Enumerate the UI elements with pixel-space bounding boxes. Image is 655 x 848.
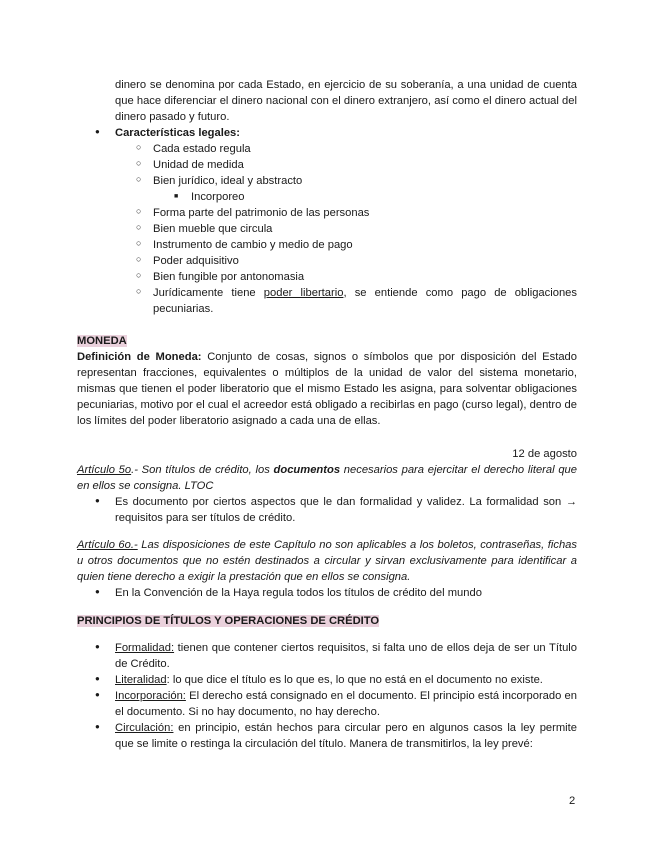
principio-term: Literalidad bbox=[115, 674, 167, 686]
date-label: 12 de agosto bbox=[512, 448, 577, 460]
legal-item-last bbox=[153, 285, 577, 317]
bullet-dot bbox=[95, 494, 100, 506]
principio-item bbox=[115, 672, 577, 688]
articulo-5-label: Artículo 5o bbox=[77, 464, 132, 476]
moneda-def-text: Conjunto de cosas, signos o símbolos que por disposición del Estado representan fracciones, equivalentes o múltiplos de la unidad de valor del sistema monetario, mismas que tienen el poder liberatorio que el mismo Estado les asigna, para solventar obligaciones pecuniarias, motivo por el cual el acreedor está obligado a recibirlas en pago (curso legal), dentro de los límites del poder liberatorio asignado a cada una de ellas. bbox=[77, 351, 577, 427]
legal-item: Forma parte del patrimonio de las personas bbox=[153, 207, 370, 219]
bullet-ring bbox=[136, 285, 141, 297]
moneda-def-label: Definición de Moneda: bbox=[77, 351, 202, 363]
bullet-dot bbox=[95, 672, 100, 684]
legal-item: Unidad de medida bbox=[153, 159, 244, 171]
articulo-6-text: Las disposiciones de este Capítulo no son aplicables a los boletos, contraseñas, fichas u otros documentos que no estén destinados a circular y sirvan exclusivamente para identificar a quien tiene derecho a exigir la prestación que en ellos se consigna. bbox=[77, 539, 577, 583]
bullet-dot bbox=[95, 125, 100, 137]
page-number: 2 bbox=[569, 795, 576, 807]
articulo-5 bbox=[77, 462, 577, 494]
moneda-heading-text: MONEDA bbox=[77, 335, 127, 347]
principio-term: Circulación: bbox=[115, 722, 174, 734]
articulo-5-bold: documentos bbox=[273, 464, 341, 476]
bullet-ring bbox=[136, 253, 141, 265]
moneda-heading bbox=[77, 333, 127, 349]
legal-last-pre: Jurídicamente tiene bbox=[153, 287, 264, 299]
poder-libertario-link[interactable]: poder libertario bbox=[263, 287, 344, 299]
bullet-ring bbox=[136, 141, 141, 153]
bullet-ring bbox=[136, 221, 141, 233]
principio-text: : lo que dice el título es lo que es, lo que no está en el documento no existe. bbox=[166, 674, 543, 686]
principio-item bbox=[115, 720, 577, 752]
bullet-ring bbox=[136, 157, 141, 169]
bullet-ring bbox=[136, 237, 141, 249]
legal-item: Bien mueble que circula bbox=[153, 223, 273, 235]
bullet-dot bbox=[95, 720, 100, 732]
moneda-definition bbox=[77, 349, 577, 429]
principios-heading-text: PRINCIPIOS DE TÍTULOS Y OPERACIONES DE CRÉDITO bbox=[77, 615, 380, 627]
legal-subitem: Incorporeo bbox=[191, 191, 245, 203]
legal-item: Bien jurídico, ideal y abstracto bbox=[153, 175, 303, 187]
legal-item: Instrumento de cambio y medio de pago bbox=[153, 239, 353, 251]
principio-text: tienen que contener ciertos requisitos, si falta uno de ellos deja de ser un Título de Crédito. bbox=[115, 642, 577, 670]
principio-term: Formalidad: bbox=[115, 642, 175, 654]
bullet-dot bbox=[95, 688, 100, 700]
bullet-ring bbox=[136, 269, 141, 281]
bullet-dot bbox=[95, 585, 100, 597]
principios-heading bbox=[77, 613, 379, 629]
bullet-ring bbox=[136, 173, 141, 185]
bullet-ring bbox=[136, 205, 141, 217]
legal-title: Características legales: bbox=[115, 127, 241, 139]
principio-term: Incorporación: bbox=[115, 690, 186, 702]
legal-item: Bien fungible por antonomasia bbox=[153, 271, 305, 283]
legal-last-post: , se entiende como pago de obligaciones pecuniarias. bbox=[153, 287, 577, 315]
principio-text: El derecho está consignado en el documento. El principio está incorporado en el documento. Si no hay documento, no hay derecho. bbox=[115, 690, 577, 718]
bullet-dot bbox=[95, 640, 100, 652]
articulo-5-bullet: Es documento por ciertos aspectos que le dan formalidad y validez. La formalidad son → requisitos para ser títulos de crédito. bbox=[115, 496, 577, 524]
legal-item: Poder adquisitivo bbox=[153, 255, 239, 267]
articulo-5-text-b: necesarios para ejercitar el derecho literal que en ellos se consigna. LTOC bbox=[77, 464, 577, 492]
principio-item bbox=[115, 688, 577, 720]
principio-text: en principio, están hechos para circular pero en algunos casos la ley permite que se limite o restinga la circulación del título. Manera de transmitirlos, la ley prevé: bbox=[115, 722, 577, 750]
articulo-5-text-a: .- Son títulos de crédito, los bbox=[131, 464, 274, 476]
intro-paragraph: dinero se denomina por cada Estado, en ejercicio de su soberanía, a una unidad de cuenta que hace diferenciar el dinero nacional con el dinero extranjero, así como el dinero actual del dinero pasado y futuro. bbox=[115, 79, 577, 123]
bullet-square bbox=[174, 189, 178, 201]
principio-item bbox=[115, 640, 577, 672]
articulo-6 bbox=[77, 537, 577, 585]
articulo-6-bullet: En la Convención de la Haya regula todos los títulos de crédito del mundo bbox=[115, 587, 482, 599]
articulo-6-label: Artículo 6o.- bbox=[77, 539, 138, 551]
legal-item: Cada estado regula bbox=[153, 143, 251, 155]
